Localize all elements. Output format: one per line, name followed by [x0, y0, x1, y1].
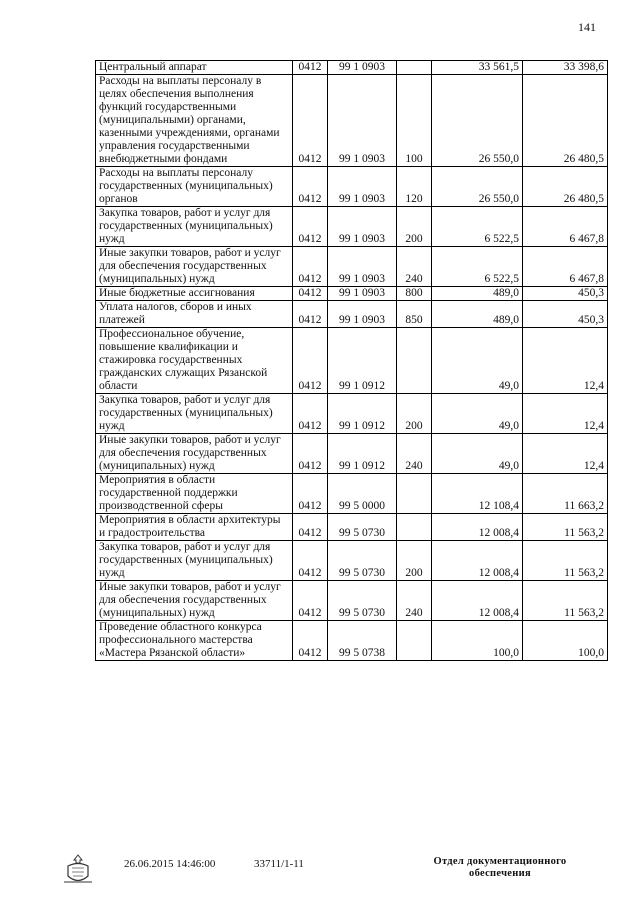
table-row [96, 434, 608, 474]
table-row [96, 287, 608, 301]
row-expense-type-cell: 120 [397, 167, 432, 207]
row-value-1-cell: 49,0 [432, 394, 523, 434]
table-row [96, 514, 608, 541]
row-expense-type-cell: 850 [397, 301, 432, 328]
row-name-cell: Мероприятия в области архитектуры и градостроительства [96, 514, 293, 541]
row-value-2-cell: 11 563,2 [523, 581, 608, 621]
row-name-cell: Закупка товаров, работ и услуг для государственных (муниципальных) нужд [96, 207, 293, 247]
row-name-cell: Расходы на выплаты персоналу в целях обеспечения выполнения функций государственными (муниципальными) органами, казенными учреждениями, органами управления государственными внебюджетными фондами [96, 75, 293, 167]
table-row [96, 75, 608, 167]
row-target-article-cell: 99 1 0903 [328, 75, 397, 167]
row-section-cell: 0412 [293, 301, 328, 328]
row-value-2-cell: 26 480,5 [523, 167, 608, 207]
row-section-cell: 0412 [293, 621, 328, 661]
row-expense-type-cell: 100 [397, 75, 432, 167]
row-value-1-cell: 12 108,4 [432, 474, 523, 514]
row-section-cell: 0412 [293, 581, 328, 621]
row-value-2-cell: 11 663,2 [523, 474, 608, 514]
row-section-cell: 0412 [293, 474, 328, 514]
row-expense-type-cell: 200 [397, 207, 432, 247]
row-name-cell: Профессиональное обучение, повышение квалификации и стажировка государственных гражданских служащих Рязанской области [96, 328, 293, 394]
row-section-cell: 0412 [293, 61, 328, 75]
row-section-cell: 0412 [293, 394, 328, 434]
row-target-article-cell: 99 1 0903 [328, 247, 397, 287]
row-name-cell: Проведение областного конкурса профессионального мастерства «Мастера Рязанской области» [96, 621, 293, 661]
row-target-article-cell: 99 1 0912 [328, 434, 397, 474]
row-name-cell: Мероприятия в области государственной поддержки производственной сферы [96, 474, 293, 514]
row-value-1-cell: 12 008,4 [432, 541, 523, 581]
row-target-article-cell: 99 5 0730 [328, 541, 397, 581]
row-value-1-cell: 26 550,0 [432, 167, 523, 207]
row-value-2-cell: 11 563,2 [523, 514, 608, 541]
row-section-cell: 0412 [293, 167, 328, 207]
row-value-1-cell: 12 008,4 [432, 581, 523, 621]
coat-of-arms-icon [60, 852, 96, 888]
row-value-1-cell: 6 522,5 [432, 247, 523, 287]
footer-datetime: 26.06.2015 14:46:00 [124, 858, 216, 870]
table-row [96, 394, 608, 434]
footer [0, 852, 640, 902]
row-target-article-cell: 99 5 0000 [328, 474, 397, 514]
row-value-1-cell: 489,0 [432, 301, 523, 328]
row-name-cell: Закупка товаров, работ и услуг для государственных (муниципальных) нужд [96, 394, 293, 434]
table-row [96, 474, 608, 514]
row-value-2-cell: 12,4 [523, 328, 608, 394]
row-target-article-cell: 99 1 0903 [328, 301, 397, 328]
row-section-cell: 0412 [293, 514, 328, 541]
row-value-1-cell: 12 008,4 [432, 514, 523, 541]
row-value-2-cell: 26 480,5 [523, 75, 608, 167]
row-target-article-cell: 99 1 0903 [328, 207, 397, 247]
row-value-2-cell: 6 467,8 [523, 247, 608, 287]
row-value-1-cell: 33 561,5 [432, 61, 523, 75]
row-expense-type-cell [397, 61, 432, 75]
row-value-2-cell: 11 563,2 [523, 541, 608, 581]
row-section-cell: 0412 [293, 328, 328, 394]
table-row [96, 61, 608, 75]
row-value-2-cell: 450,3 [523, 287, 608, 301]
row-section-cell: 0412 [293, 75, 328, 167]
row-target-article-cell: 99 1 0903 [328, 61, 397, 75]
row-value-1-cell: 489,0 [432, 287, 523, 301]
row-expense-type-cell: 240 [397, 247, 432, 287]
row-section-cell: 0412 [293, 207, 328, 247]
row-expense-type-cell [397, 621, 432, 661]
row-expense-type-cell: 240 [397, 581, 432, 621]
row-value-2-cell: 12,4 [523, 394, 608, 434]
table-row [96, 247, 608, 287]
row-value-2-cell: 100,0 [523, 621, 608, 661]
row-expense-type-cell [397, 328, 432, 394]
row-value-2-cell: 450,3 [523, 301, 608, 328]
row-expense-type-cell [397, 514, 432, 541]
row-name-cell: Иные закупки товаров, работ и услуг для обеспечения государственных (муниципальных) нужд [96, 434, 293, 474]
table-row [96, 301, 608, 328]
row-target-article-cell: 99 5 0730 [328, 514, 397, 541]
row-value-1-cell: 100,0 [432, 621, 523, 661]
footer-doc-number: 33711/1-11 [254, 858, 304, 870]
row-value-2-cell: 12,4 [523, 434, 608, 474]
row-target-article-cell: 99 1 0912 [328, 328, 397, 394]
row-target-article-cell: 99 5 0738 [328, 621, 397, 661]
row-section-cell: 0412 [293, 247, 328, 287]
row-name-cell: Закупка товаров, работ и услуг для государственных (муниципальных) нужд [96, 541, 293, 581]
row-section-cell: 0412 [293, 434, 328, 474]
row-target-article-cell: 99 1 0903 [328, 287, 397, 301]
row-name-cell: Иные закупки товаров, работ и услуг для обеспечения государственных (муниципальных) нужд [96, 247, 293, 287]
table-row [96, 207, 608, 247]
row-name-cell: Расходы на выплаты персоналу государственных (муниципальных) органов [96, 167, 293, 207]
table-row [96, 581, 608, 621]
row-expense-type-cell: 200 [397, 541, 432, 581]
row-expense-type-cell [397, 474, 432, 514]
table-row [96, 621, 608, 661]
row-section-cell: 0412 [293, 287, 328, 301]
row-expense-type-cell: 200 [397, 394, 432, 434]
row-value-1-cell: 49,0 [432, 434, 523, 474]
row-target-article-cell: 99 1 0903 [328, 167, 397, 207]
row-name-cell: Центральный аппарат [96, 61, 293, 75]
page-number: 141 [578, 20, 596, 34]
table-row [96, 328, 608, 394]
table-row [96, 167, 608, 207]
footer-department: Отдел документационного обеспечения [433, 856, 567, 879]
row-name-cell: Иные закупки товаров, работ и услуг для обеспечения государственных (муниципальных) нужд [96, 581, 293, 621]
row-value-2-cell: 33 398,6 [523, 61, 608, 75]
row-section-cell: 0412 [293, 541, 328, 581]
row-target-article-cell: 99 1 0912 [328, 394, 397, 434]
row-value-1-cell: 49,0 [432, 328, 523, 394]
row-target-article-cell: 99 5 0730 [328, 581, 397, 621]
budget-table-body [96, 61, 608, 661]
row-value-2-cell: 6 467,8 [523, 207, 608, 247]
row-value-1-cell: 26 550,0 [432, 75, 523, 167]
row-name-cell: Иные бюджетные ассигнования [96, 287, 293, 301]
row-value-1-cell: 6 522,5 [432, 207, 523, 247]
budget-table [95, 60, 608, 661]
row-expense-type-cell: 800 [397, 287, 432, 301]
row-expense-type-cell: 240 [397, 434, 432, 474]
table-row [96, 541, 608, 581]
row-name-cell: Уплата налогов, сборов и иных платежей [96, 301, 293, 328]
